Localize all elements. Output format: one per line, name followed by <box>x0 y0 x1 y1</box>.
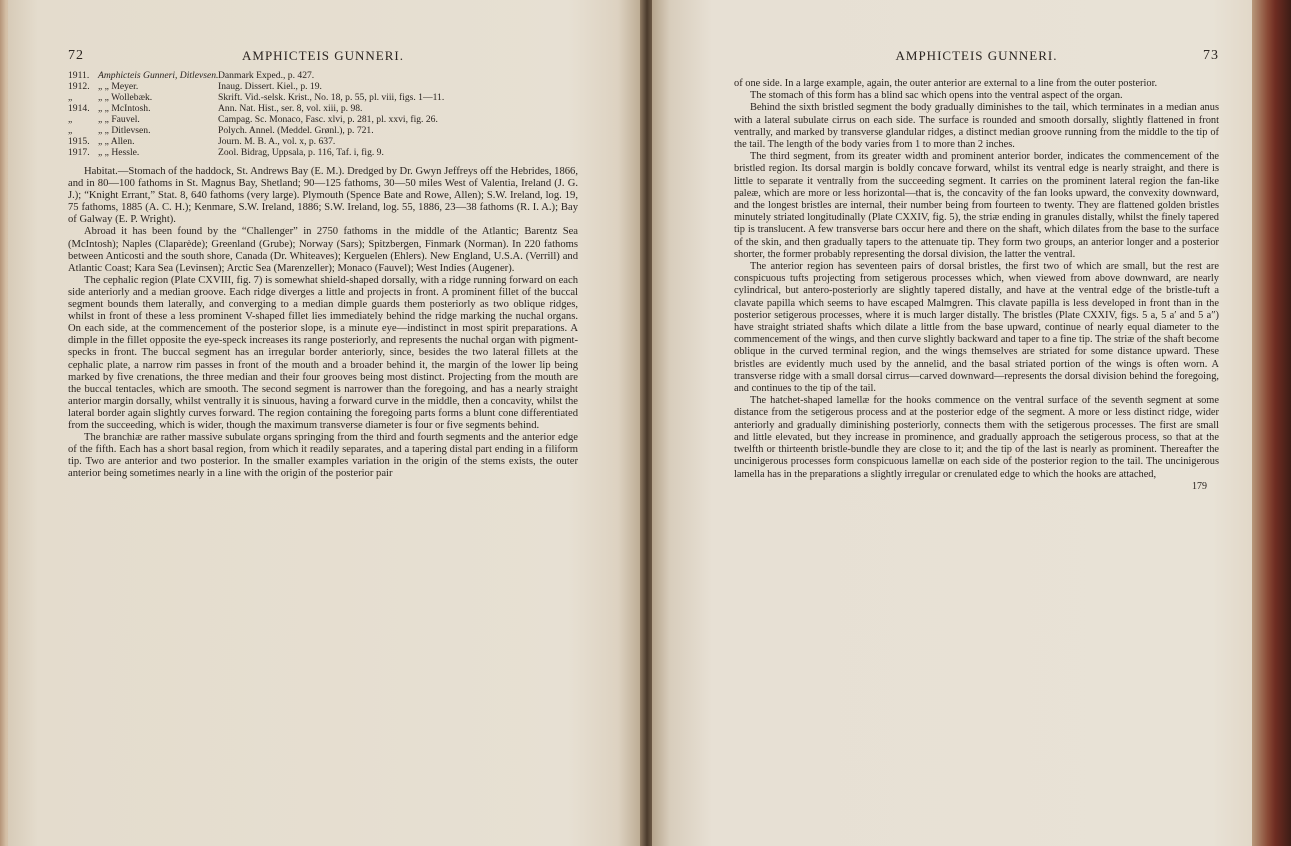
reference-text: Polych. Annel. (Meddel. Grønl.), p. 721. <box>218 125 374 136</box>
reference-author: „ „ Ditlevsen. <box>98 125 151 136</box>
reference-author: „ „ Hessle. <box>98 147 140 158</box>
reference-year: 1915. <box>68 136 90 147</box>
anterior-region-paragraph: The anterior region has seventeen pairs of dorsal bristles, the first two of which are small, but the rest are conspicuous tufts projecting from setigerous processes which, when viewed from above downward, are nearly cylindrical, but antero-posteriorly are slightly tapered distally, and have at the ventral edge of the bristle-tuft a clavate papilla which seems to have escaped Malmgren. This clavate papilla is less developed in front than in the posterior setigerous processes, where it is much larger distally. The bristles (Plate CXXIV, figs. 5 a, 5 a′ and 5 a″) have straight striated shafts which dilate a little from the base upward, continue of nearly equal diameter to the commencement of the wings, and then curve slightly backward and taper to a fine tip. The striæ of the shaft become oblique in the curved terminal region, and the wings themselves are striated for some distance upward. These bristles are evidently much used by the annelid, and the basal striated portion of the wings is often worn. A transverse ridge with a small dorsal cirrus—carved downward—represents the dorsal division behind the foregoing, and continues to the tip of the tail. <box>734 261 1219 395</box>
reference-year: 1911. <box>68 70 90 81</box>
lamellae-paragraph: The hatchet-shaped lamellæ for the hooks commence on the ventral surface of the seventh segment at some distance from the setigerous process and at the posterior edge of the segment. A more or less distinct ridge, wider anteriorly and gradually diminishing posteriorly, connects them with the setigerous processes. The first are small and little elevated, but they increase in prominence, and gradually approach the setigerous process, so that at the twelfth or thirteenth bristle-bundle they are close to it; and the tip of the last is nearly as prominent. Thereafter the uncinigerous processes form conspicuous lamellæ on each side of the posterior region to the tail. The uncinigerous lamella has in the preparations a slightly irregular or crenulated edge to which the hooks are attached, <box>734 395 1219 480</box>
abroad-paragraph: Abroad it has been found by the “Challenger” in 2750 fathoms in the middle of the Atlantic; Barentz Sea (McIntosh); Naples (Claparède); Greenland (Grube); Norway (Sars); Spitzbergen, Finmark (Norman). In 220 fathoms between Anticosti and the south shore, Canada (Dr. Whiteaves); Kerguelen (Ehlers). New England, U.S.A. (Verrill) and Atlantic Coast; Kara Sea (Levinsen); Arctic Sea (Marenzeller); Monaco (Fauvel); West Indies (Augener). <box>68 226 578 274</box>
reference-text: Journ. M. B. A., vol. x, p. 637. <box>218 136 336 147</box>
reference-entry <box>68 114 578 125</box>
stomach-paragraph: The stomach of this form has a blind sac which opens into the ventral aspect of the organ. <box>750 90 1123 102</box>
reference-author: „ „ Wollebæk. <box>98 92 153 103</box>
reference-list <box>68 70 578 158</box>
reference-text: Zool. Bidrag, Uppsala, p. 116, Taf. i, fig. 9. <box>218 147 384 158</box>
reference-author: „ „ McIntosh. <box>98 103 151 114</box>
reference-entry <box>68 147 578 158</box>
book-cover-edge <box>1252 0 1291 846</box>
right-page-number: 73 <box>1203 48 1219 63</box>
habitat-paragraph: Habitat.—Stomach of the haddock, St. Andrews Bay (E. M.). Dredged by Dr. Gwyn Jeffreys off the Hebrides, 1866, and in 80—100 fathoms in St. Magnus Bay, Shetland; 90—125 fathoms, 30—50 miles West of Valentia, Ireland (J. G. J.); “Knight Errant,” Stat. 8, 640 fathoms (very large). Plymouth (Spence Bate and Rowe, Allen); S.W. Ireland, log. 19, 75 fathoms, 1885 (A. C. H.); Kenmare, S.W. Ireland, 1886; S.W. Ireland, log. 55, 1886, 23—38 fathoms (R. I. A.); Bay of Galway (E. P. Wright). <box>68 166 578 226</box>
left-running-head <box>68 48 578 70</box>
right-page-text <box>734 48 1219 493</box>
reference-year: „ <box>68 125 73 136</box>
reference-text: Campag. Sc. Monaco, Fasc. xlvi, p. 281, pl. xxvi, fig. 26. <box>218 114 438 125</box>
left-page-number: 72 <box>68 48 84 63</box>
reference-year: „ <box>68 114 73 125</box>
reference-entry <box>68 70 578 81</box>
reference-year: „ <box>68 92 73 103</box>
left-page-text <box>68 48 578 480</box>
reference-text: Inaug. Dissert. Kiel., p. 19. <box>218 81 322 92</box>
right-running-title: AMPHICTEIS GUNNERI. <box>895 48 1058 63</box>
third-segment-paragraph: The third segment, from its greater width and prominent anterior border, indicates the commencement of the bristled region. Its dorsal margin is boldly concave forward, whilst its ventral edge is nearly straight, and there is little to separate it ventrally from the succeeding segment. It carries on the prominent lateral region the fan-like paleæ, which are more or less horizontal—that is, the concavity of the fan looks upward, the convexity downward, and the longest bristles are internal, their number being from fourteen to twenty. They are flattened golden bristles minutely striated longitudinally (Plate CXXIV, fig. 5), the striæ ending in granules distally, whilst the finely tapered tip is translucent. A few transverse bars occur here and there on the shaft, which dilates from the base to the surface of the skin, and then gradually tapers to the attenuate tip. They form two groups, an anterior longer and a posterior shorter, the former probably representing the dorsal division, the latter the ventral. <box>734 151 1219 260</box>
reference-author: „ „ Meyer. <box>98 81 139 92</box>
reference-text: Skrift. Vid.-selsk. Krist., No. 18, p. 55, pl. viii, figs. 1—11. <box>218 92 445 103</box>
reference-text: Danmark Exped., p. 427. <box>218 70 315 81</box>
reference-author: „ „ Fauvel. <box>98 114 140 125</box>
reference-entry <box>68 136 578 147</box>
reference-entry <box>68 81 578 92</box>
reference-entry <box>68 92 578 103</box>
continuation-paragraph: of one side. In a large example, again, the outer anterior are external to a line from the outer posterior. <box>734 78 1158 89</box>
reference-year: 1917. <box>68 147 90 158</box>
right-page <box>652 0 1252 846</box>
reference-text: Ann. Nat. Hist., ser. 8, vol. xiii, p. 98. <box>218 103 363 114</box>
body-paragraph: Behind the sixth bristled segment the body gradually diminishes to the tail, which terminates in a median anus with a lateral subulate cirrus on each side. The surface is rounded and smooth dorsally, slightly flattened in front ventrally, and marked by transverse glandular ridges, a distinct median groove running from the middle to the tip of the tail. The length of the body varies from 1 to more than 2 inches. <box>734 102 1219 151</box>
left-running-title: AMPHICTEIS GUNNERI. <box>242 48 404 63</box>
reference-year: 1914. <box>68 103 90 114</box>
branchiae-paragraph: The branchiæ are rather massive subulate organs springing from the third and fourth segments and the anterior edge of the fifth. Each has a short basal region, from which it readily separates, and a tapering distal part ending in a filiform tip. Two are anterior and two posterior. In the smaller examples variation in the origin of the stems exists, the outer anterior being sometimes nearly in a line with the origin of the posterior pair <box>68 432 578 480</box>
right-running-head <box>734 48 1219 70</box>
reference-year: 1912. <box>68 81 90 92</box>
left-page <box>8 0 643 846</box>
reference-entry <box>68 103 578 114</box>
reference-entry <box>68 125 578 136</box>
reference-author: Amphicteis Gunneri, Ditlevsen. <box>98 70 219 81</box>
cephalic-paragraph: The cephalic region (Plate CXVIII, fig. 7) is somewhat shield-shaped dorsally, with a ridge running forward on each side anteriorly and a median groove. Each ridge diverges a little and projects in front. A prominent fillet of the buccal segment bounds them laterally, and converging to a median dimple guards them posteriorly as two oblique ridges, whilst in front of these a less prominent V-shaped fillet lies immediately behind the ridge marking the nuchal organs. On each side, at the commencement of the posterior slope, is a minute eye—indistinct in most spirit preparations. A dimple in the fillet opposite the eye-speck increases its range posteriorly, and represents the nuchal organ with pigment-specks in front. The buccal segment has an irregular border anteriorly, since, besides the two lateral fillets at the cephalic plate, a narrow rim passes in front of the mouth and a broader behind it, the margin of the lower lip being marked by five crenations, the three median and their four grooves being most distinct. Projecting from the mouth are the buccal tentacles, which are smooth. The second segment is narrower than the foregoing, and has a nearly straight anterior margin dorsally, whilst ventrally it is sinuous, having a forward curve in the middle, then a concavity, whilst the lateral border again slightly curves forward. The region containing the foregoing parts forms a blunt cone differentiated from the succeeding, which is wider, though the maximum transverse diameter is four or five segments behind. <box>68 274 578 431</box>
signature-number: 179 <box>1192 480 1207 492</box>
reference-author: „ „ Allen. <box>98 136 135 147</box>
